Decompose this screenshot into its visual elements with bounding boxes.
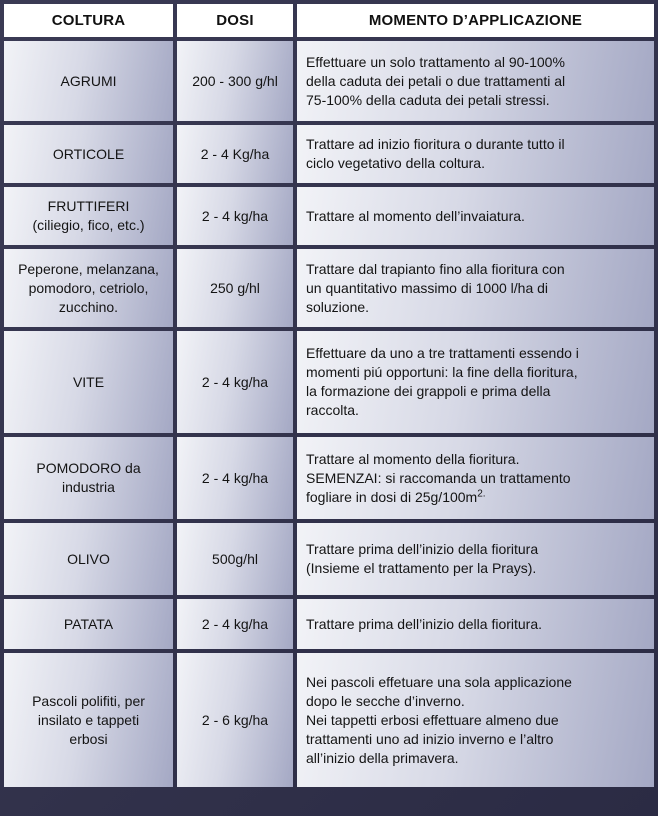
cell-coltura	[4, 125, 173, 183]
coltura-line: industria	[62, 479, 115, 495]
momento-text: Trattare dal trapianto fino alla fioritura con	[306, 260, 565, 277]
momento-line	[306, 615, 648, 634]
momento-line	[306, 469, 648, 488]
table-row	[4, 523, 654, 595]
cell-momento	[297, 187, 654, 245]
coltura-line: OLIVO	[67, 550, 110, 567]
momento-line	[306, 559, 648, 578]
momento-text: Trattare prima dell’inizio della fioritura	[306, 541, 539, 557]
momento-line	[306, 260, 648, 279]
momento-line	[306, 540, 648, 559]
momento-line	[306, 711, 648, 730]
cell-coltura	[4, 523, 173, 595]
superscript: 2.	[477, 487, 486, 499]
momento-text: ciclo vegetativo della coltura.	[306, 155, 485, 171]
table-row	[4, 187, 654, 245]
momento-line	[306, 363, 648, 382]
coltura-line: pomodoro, cetriolo,	[28, 279, 149, 296]
momento-line	[306, 382, 648, 401]
momento-text: Nei tappetti erbosi effettuare almeno due	[306, 711, 559, 728]
cell-momento	[297, 125, 654, 183]
momento-text: Nei pascoli effetuare una sola applicazione	[306, 673, 572, 690]
cell-dosi: 2 - 4 kg/ha	[177, 599, 293, 649]
momento-line	[306, 72, 648, 91]
cell-coltura	[4, 437, 173, 519]
momento-line	[306, 53, 648, 72]
cell-dosi: 2 - 6 kg/ha	[177, 653, 293, 787]
cell-momento	[297, 599, 654, 649]
cell-dosi: 200 - 300 g/hl	[177, 41, 293, 121]
momento-text: all’inizio della primavera.	[306, 749, 459, 766]
table-row	[4, 653, 654, 787]
coltura-line: ORTICOLE	[52, 145, 125, 162]
header-row	[4, 4, 654, 37]
cell-dosi: 500g/hl	[177, 523, 293, 595]
momento-text: Trattare ad inizio fioritura o durante tutto il	[306, 136, 565, 152]
momento-text: Effettuare da uno a tre trattamenti essendo i	[306, 345, 579, 361]
momento-line	[306, 692, 648, 711]
momento-text: Trattare prima dell’inizio della fioritura.	[306, 615, 543, 632]
momento-text: dopo le secche d’inverno.	[306, 692, 465, 709]
momento-text: della caduta dei petali o due trattamenti al	[306, 72, 566, 89]
momento-text: fogliare in dosi di 25g/100m	[306, 488, 478, 505]
coltura-line: erbosi	[69, 730, 108, 747]
momento-text: SEMENZAI: si raccomanda un trattamento	[306, 469, 571, 486]
coltura-line: AGRUMI	[60, 72, 117, 89]
table-row	[4, 125, 654, 183]
cell-dosi: 2 - 4 kg/ha	[177, 331, 293, 433]
momento-text: un quantitativo massimo di 1000 l/ha di	[306, 279, 549, 296]
cell-momento	[297, 41, 654, 121]
momento-line	[306, 279, 648, 298]
momento-line	[306, 749, 648, 768]
momento-text: trattamenti uno ad inizio inverno e l’altro	[306, 730, 554, 747]
momento-text: Effettuare un solo trattamento al 90-100%	[306, 53, 565, 70]
momento-line	[306, 450, 648, 469]
momento-text: Trattare al momento della fioritura.	[306, 450, 520, 467]
momento-line	[306, 207, 648, 226]
momento-text: la formazione dei grappoli e prima della	[306, 383, 551, 399]
cell-coltura	[4, 187, 173, 245]
momento-text: 75-100% della caduta dei petali stressi.	[306, 91, 550, 108]
cell-dosi: 2 - 4 kg/ha	[177, 437, 293, 519]
cell-momento	[297, 249, 654, 327]
momento-text: momenti piú opportuni: la fine della fioritura,	[306, 364, 578, 380]
cell-coltura	[4, 41, 173, 121]
coltura-line: Pascoli polifiti, per	[32, 692, 145, 709]
momento-line	[306, 135, 648, 154]
coltura-line: PATATA	[63, 615, 114, 632]
momento-text: raccolta.	[306, 402, 359, 418]
cell-coltura	[4, 599, 173, 649]
table-row	[4, 41, 654, 121]
cell-dosi: 2 - 4 kg/ha	[177, 187, 293, 245]
cell-momento	[297, 523, 654, 595]
cell-momento	[297, 653, 654, 787]
momento-text: (Insieme el trattamento per la Prays).	[306, 560, 537, 576]
coltura-line: (ciliegio, fico, etc.)	[32, 217, 145, 233]
coltura-line: Peperone, melanzana,	[18, 260, 159, 277]
cell-dosi: 250 g/hl	[177, 249, 293, 327]
coltura-line: zucchino.	[58, 298, 119, 315]
table-row	[4, 331, 654, 433]
table-row	[4, 249, 654, 327]
cell-coltura	[4, 653, 173, 787]
momento-text: soluzione.	[306, 298, 370, 315]
header-coltura: COLTURA	[4, 4, 173, 37]
momento-line	[306, 673, 648, 692]
cell-dosi: 2 - 4 Kg/ha	[177, 125, 293, 183]
cell-momento	[297, 331, 654, 433]
header-dosi: DOSI	[177, 4, 293, 37]
table-row	[4, 599, 654, 649]
momento-line	[306, 91, 648, 110]
momento-line	[306, 401, 648, 420]
cell-coltura	[4, 249, 173, 327]
header-momento: MOMENTO D’APPLICAZIONE	[297, 4, 654, 37]
coltura-line: FRUTTIFERI	[47, 198, 130, 214]
momento-text: Trattare al momento dell’invaiatura.	[306, 207, 525, 224]
cell-momento	[297, 437, 654, 519]
table-row	[4, 437, 654, 519]
momento-line	[306, 488, 648, 507]
momento-line	[306, 344, 648, 363]
coltura-line: VITE	[72, 373, 105, 390]
coltura-line: POMODORO da	[36, 460, 141, 476]
coltura-line: insilato e tappeti	[37, 711, 140, 728]
momento-line	[306, 298, 648, 317]
cell-coltura	[4, 331, 173, 433]
momento-line	[306, 730, 648, 749]
momento-line	[306, 154, 648, 173]
